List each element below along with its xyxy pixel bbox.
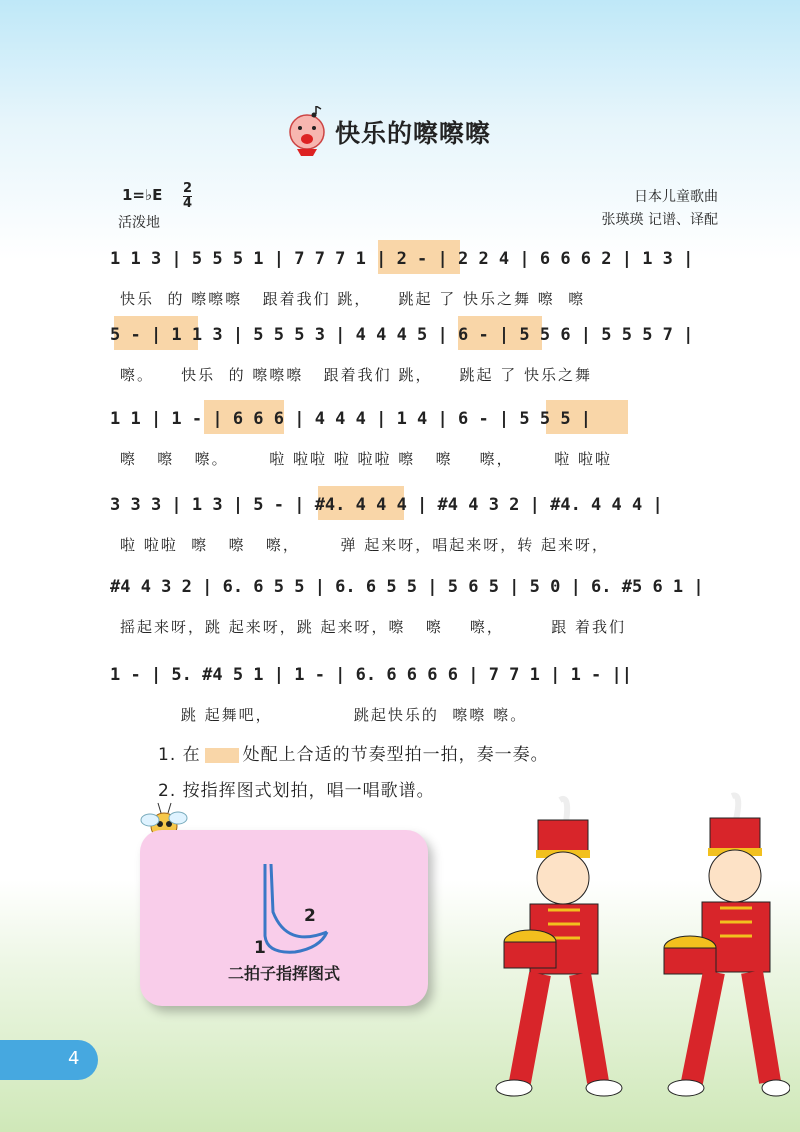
task-1-prefix: 1. 在 <box>158 745 201 765</box>
lyric-row: 嚓 嚓 嚓。 啦 啦啦 啦 啦啦 嚓 嚓 嚓， 啦 啦啦 <box>120 450 613 468</box>
lyric-row: 跳 起舞吧， 跳起快乐的 嚓嚓 嚓。 <box>120 706 528 724</box>
key-signature: 1=♭E <box>122 186 163 204</box>
drummer-right <box>664 796 790 1097</box>
drummer-children-illustration <box>470 792 790 1112</box>
time-signature <box>183 182 192 211</box>
beat-1-label: 1 <box>254 938 266 958</box>
song-title: 快乐的嚓嚓嚓 <box>335 119 492 148</box>
page-number-tab <box>0 1040 98 1080</box>
title-block <box>285 106 491 158</box>
task-1 <box>158 740 549 765</box>
song-credit: 张瑛瑛 记谱、译配 <box>601 212 718 228</box>
singing-mascot-icon <box>285 106 329 158</box>
notes-row: 5 - | 1 1 3 | 5 5 5 3 | 4 4 4 5 | 6 - | 5 5 6 | 5 5 5 7 | <box>110 325 694 345</box>
highlight-swatch <box>205 748 239 763</box>
two-beat-conducting-diagram <box>235 856 345 966</box>
conducting-pattern-box <box>140 830 428 1006</box>
notes-row: 1 1 | 1 - | 6 6 6 | 4 4 4 | 1 4 | 6 - | 5 5 5 | <box>110 409 592 429</box>
lyric-row: 啦 啦啦 嚓 嚓 嚓， 弹 起来呀，唱起来呀，转 起来呀， <box>120 536 610 554</box>
notes-row: 3 3 3 | 1 3 | 5 - | #4. 4 4 4 | #4 4 3 2 | #4. 4 4 4 | <box>110 495 663 515</box>
page-number: 4 <box>68 1048 80 1069</box>
conducting-caption: 二拍子指挥图式 <box>227 964 340 983</box>
lyric-row: 快乐 的 嚓嚓嚓 跟着我们 跳， 跳起 了 快乐之舞 嚓 嚓 <box>120 290 586 308</box>
song-origin: 日本儿童歌曲 <box>634 189 718 205</box>
beat-2-label: 2 <box>304 906 316 926</box>
drummer-left <box>496 799 622 1096</box>
notes-row: #4 4 3 2 | 6. 6 5 5 | 6. 6 5 5 | 5 6 5 | 5 0 | 6. #5 6 1 | <box>110 577 704 597</box>
time-signature-top: 2 <box>183 181 193 196</box>
lyric-row: 嚓。 快乐 的 嚓嚓嚓 跟着我们 跳， 跳起 了 快乐之舞 <box>120 366 593 384</box>
notes-row: 1 - | 5. #4 5 1 | 1 - | 6. 6 6 6 6 | 7 7 1 | 1 - || <box>110 665 632 685</box>
task-2: 2. 按指挥图式划拍，唱一唱歌谱。 <box>158 781 435 801</box>
lyric-row: 摇起来呀，跳 起来呀，跳 起来呀，嚓 嚓 嚓， 跟 着我们 <box>120 618 627 636</box>
tempo-marking: 活泼地 <box>118 215 160 231</box>
notes-row: 1 1 3 | 5 5 5 1 | 7 7 7 1 | 2 - | 2 2 4 | 6 6 6 2 | 1 3 | <box>110 249 694 269</box>
time-signature-bottom: 4 <box>183 196 193 211</box>
task-1-suffix: 处配上合适的节奏型拍一拍，奏一奏。 <box>242 745 549 765</box>
